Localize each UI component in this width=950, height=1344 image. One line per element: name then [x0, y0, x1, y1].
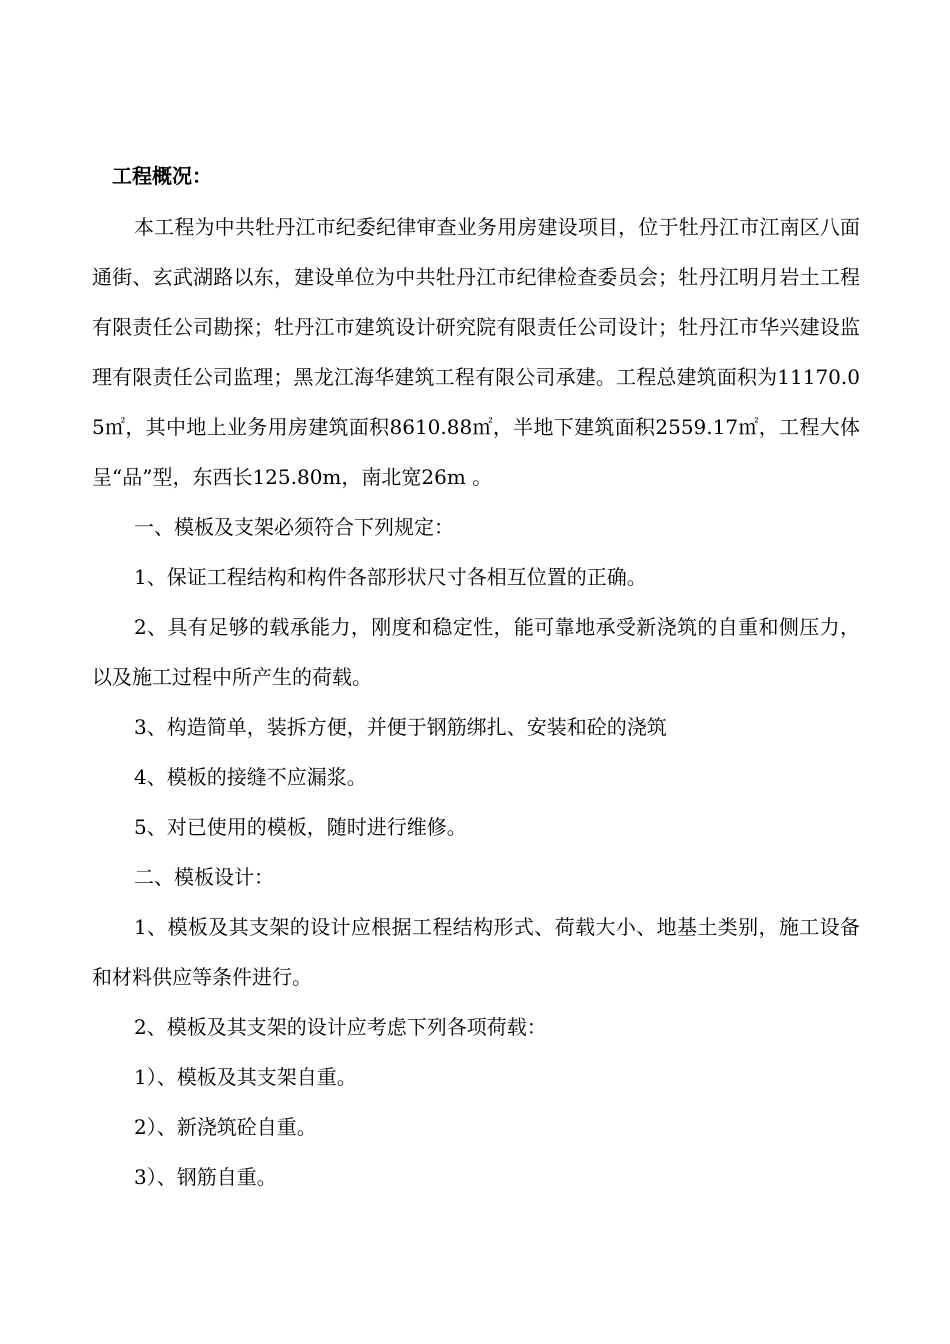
list-item: 3、构造简单，装拆方便，并便于钢筋绑扎、安装和砼的浇筑 [134, 715, 667, 739]
sub-list-item: 3）、钢筋自重。 [134, 1165, 277, 1189]
list-item: 2、模板及其支架的设计应考虑下列各项荷载： [134, 1015, 547, 1039]
sub-list-item: 1）、模板及其支架自重。 [134, 1065, 357, 1089]
project-overview-paragraph: 本工程为中共牡丹江市纪委纪律审查业务用房建设项目，位于牡丹江市江南区八面通街、玄武湖路以东，建设单位为中共牡丹江市纪律检查委员会；牡丹江明月岩土工程有限责任公司勘探；牡丹江市建筑设计研究院有限责任公司设计；牡丹江市华兴建设监理有限责任公司监理；黑龙江海华建筑工程有限公司承建。工程总建筑面积为11170.05㎡，其中地上业务用房建筑面积8610.88㎡，半地下建筑面积2559.17㎡，工程大体呈“品”型，东西长125.80m，南北宽26m 。 [92, 215, 860, 489]
list-item: 2、具有足够的载承能力，刚度和稳定性，能可靠地承受新浇筑的自重和侧压力，以及施工过程中所产生的荷载。 [92, 615, 860, 689]
document-body [92, 150, 860, 1202]
list-item: 4、模板的接缝不应漏浆。 [134, 765, 367, 789]
list-item: 5、对已使用的模板，随时进行维修。 [134, 815, 467, 839]
section-heading: 工程概况： [112, 164, 212, 188]
sub-list-item: 2）、新浇筑砼自重。 [134, 1115, 317, 1139]
section-two-title: 二、模板设计： [134, 865, 274, 889]
list-item: 1、保证工程结构和构件各部形状尺寸各相互位置的正确。 [134, 565, 647, 589]
list-item: 1、模板及其支架的设计应根据工程结构形式、荷载大小、地基土类别，施工设备和材料供应等条件进行。 [92, 915, 860, 989]
section-one-title: 一、模板及支架必须符合下列规定： [134, 515, 454, 539]
